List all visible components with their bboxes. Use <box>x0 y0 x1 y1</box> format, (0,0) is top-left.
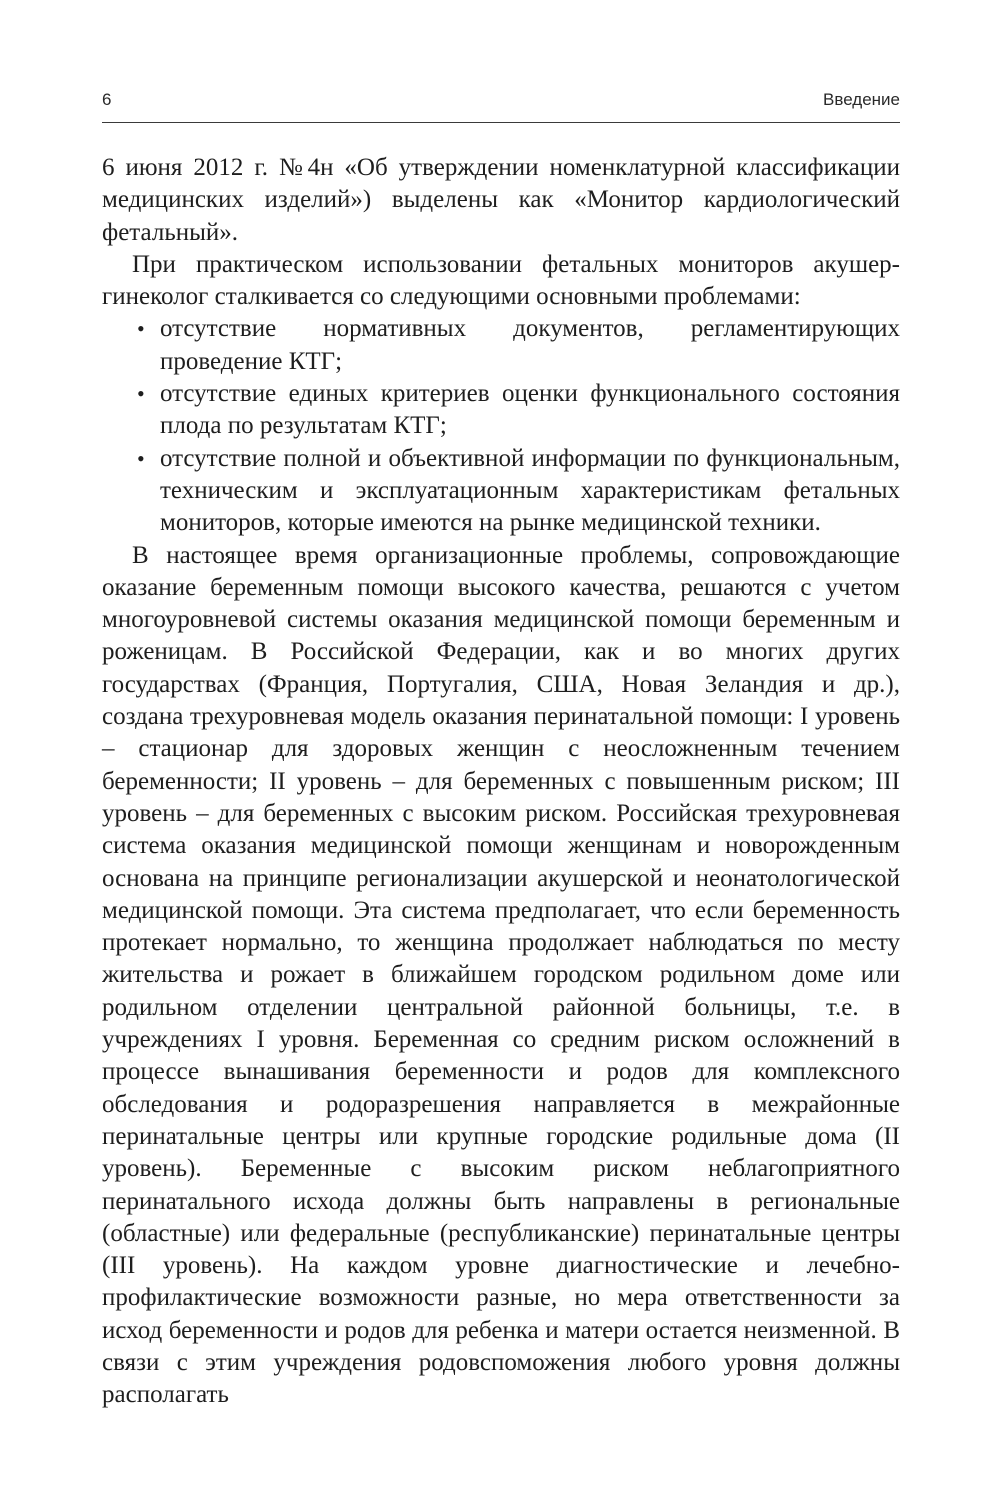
bullet-icon: • <box>137 381 145 407</box>
problems-list <box>102 313 900 539</box>
list-item-text: отсутствие полной и объективной информации по функциональным, техническим и эксплуатационным характеристикам фетальных мониторов, которые имеются на рынке медицинской техники. <box>160 444 900 537</box>
list-item-text: отсутствие единых критериев оценки функционального состояния плода по результатам КТГ; <box>160 380 900 440</box>
paragraph-1: 6 июня 2012 г. №4н «Об утверждении номенклатурной классификации медицинских изделий») выделены как «Монитор кардиологический фетальный». <box>102 154 900 246</box>
bullet-icon: • <box>137 316 145 342</box>
paragraph-3: В настоящее время организационные проблемы, сопровождающие оказание беременным помощи высокого качества, решаются с учетом многоуровневой системы оказания медицинской помощи беременным и роженицам. В Российской Федерации, как и во многих других государствах (Франция, Португалия, США, Новая Зеландия и др.), создана трехуровневая модель оказания перинатальной помощи: I уровень – стационар для здоровых женщин с неосложненным течением беременности; II уровень – для беременных с повышенным риском; III уровень – для беременных с высоким риском. Российская трехуровневая система оказания медицинской помощи женщинам и новорожденным основана на принципе регионализации акушерской и неонатологической медицинской помощи. Эта система предполагает, что если беременность протекает нормально, то женщина продолжает наблюдаться по месту жительства и рожает в ближайшем городском родильном доме или родильном отделении центральной районной больницы, т.е. в учреждениях I уровня. Беременная со средним риском осложнений в процессе вынашивания беременности и родов для комплексного обследования и родоразрешения направляется в межрайонные перинатальные центры или крупные городские родильные дома (II уровень). Беременные с высоким риском неблагоприятного перинатального исхода должны быть направлены в региональные (областные) или федеральные (республиканские) перинатальные центры (III уровень). На каждом уровне диагностические и лечебно-профилактические возможности разные, но мера ответственности за исход беременности и родов для ребенка и матери остается неизменной. В связи с этим учреждения родовспоможения любого уровня должны располагать <box>102 541 900 1409</box>
bullet-icon: • <box>137 445 145 471</box>
list-item-text: отсутствие нормативных документов, регламентирующих проведение КТГ; <box>160 315 900 375</box>
list-item <box>102 313 900 378</box>
list-item <box>102 378 900 443</box>
body-text <box>102 152 900 1412</box>
page-number: 6 <box>102 90 112 109</box>
list-item <box>102 443 900 540</box>
header-rule <box>102 122 900 123</box>
section-title: Введение <box>823 90 900 109</box>
running-header <box>102 90 900 120</box>
paragraph-2: При практическом использовании фетальных мониторов акушер-гинеколог сталкивается со следующими основными проблемами: <box>102 250 900 311</box>
